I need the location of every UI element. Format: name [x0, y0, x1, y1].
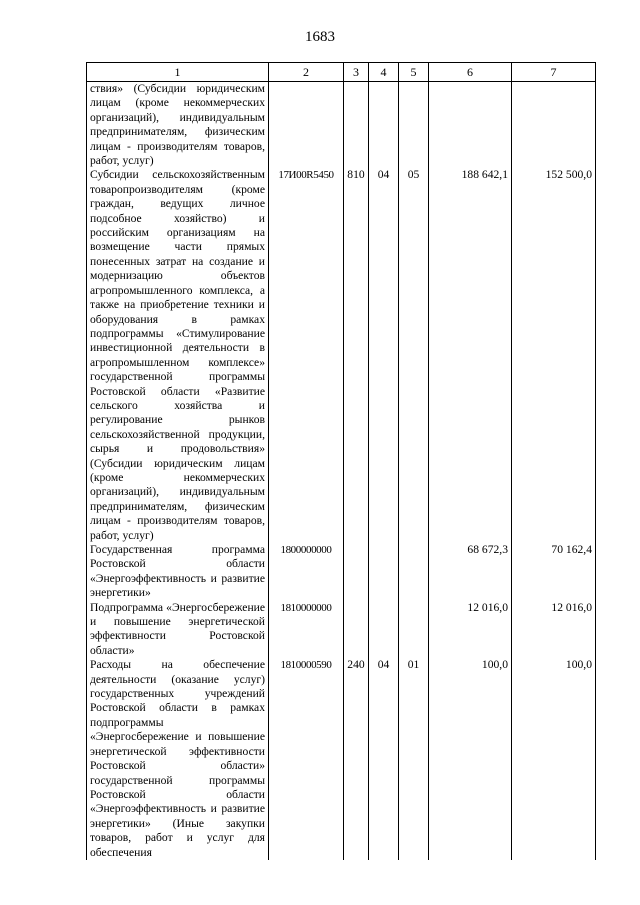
row-code [269, 82, 344, 169]
row-col-3 [344, 543, 369, 601]
row-description: Субсидии сельскохозяйственным товаропроизводителям (кроме граждан, ведущих личное подсобное хозяйство) и российским организациям на возмещение части прямых понесенных затрат на создание и модернизацию объектов агропромышленного комплекса, а также на приобретение техники и оборудования в рамках подпрограммы «Стимулирование инвестиционной деятельности в агропромышленном комплексе» государственной программы Ростовской области «Развитие сельского хозяйства и регулирование рынков сельскохозяйственной продукции, сырья и продовольствия» (Субсидии юридическим лицам (кроме некоммерческих организаций), индивидуальным предпринимателям, физическим лицам - производителям товаров, работ, услуг) [87, 168, 269, 543]
row-amount-2: 100,0 [512, 658, 596, 860]
row-code: 1810000000 [269, 601, 344, 659]
budget-table [86, 62, 596, 860]
row-col-3 [344, 601, 369, 659]
row-amount-2 [512, 82, 596, 169]
row-col-5 [399, 82, 429, 169]
row-amount-1 [429, 82, 512, 169]
row-amount-1: 68 672,3 [429, 543, 512, 601]
header-col-5: 5 [399, 63, 429, 82]
row-description: ствия» (Субсидии юридическим лицам (кроме некоммерческих организаций), индивидуальным предпринимателям, физическим лицам - производителям товаров, работ, услуг) [87, 82, 269, 169]
row-col-3: 240 [344, 658, 369, 860]
table-row [87, 168, 596, 543]
row-col-4 [369, 543, 399, 601]
header-col-1: 1 [87, 63, 269, 82]
header-col-3: 3 [344, 63, 369, 82]
header-col-4: 4 [369, 63, 399, 82]
table-row [87, 658, 596, 860]
row-amount-1: 12 016,0 [429, 601, 512, 659]
row-col-4 [369, 601, 399, 659]
row-col-4 [369, 82, 399, 169]
row-col-5 [399, 601, 429, 659]
header-col-7: 7 [512, 63, 596, 82]
row-code: 17И00R5450 [269, 168, 344, 543]
page-number: 1683 [305, 29, 335, 45]
row-col-5: 05 [399, 168, 429, 543]
row-col-3: 810 [344, 168, 369, 543]
table-row [87, 601, 596, 659]
row-amount-2: 70 162,4 [512, 543, 596, 601]
table-row [87, 82, 596, 169]
header-row [87, 63, 596, 82]
row-amount-1: 100,0 [429, 658, 512, 860]
row-col-4: 04 [369, 168, 399, 543]
row-code: 1810000590 [269, 658, 344, 860]
row-amount-2: 152 500,0 [512, 168, 596, 543]
table-row [87, 543, 596, 601]
row-col-4: 04 [369, 658, 399, 860]
row-description: Подпрограмма «Энергосбережение и повышение энергетической эффективности Ростовской области» [87, 601, 269, 659]
row-col-5 [399, 543, 429, 601]
row-description: Государственная программа Ростовской области «Энергоэффективность и развитие энергетики» [87, 543, 269, 601]
header-col-6: 6 [429, 63, 512, 82]
header-col-2: 2 [269, 63, 344, 82]
row-col-3 [344, 82, 369, 169]
row-code: 1800000000 [269, 543, 344, 601]
row-amount-1: 188 642,1 [429, 168, 512, 543]
row-col-5: 01 [399, 658, 429, 860]
row-description: Расходы на обеспечение деятельности (оказание услуг) государственных учреждений Ростовской области в рамках подпрограммы «Энергосбережение и повышение энергетической эффективности Ростовской области» государственной программы Ростовской области «Энергоэффективность и развитие энергетики» (Иные закупки товаров, работ и услуг для обеспечения [87, 658, 269, 860]
row-amount-2: 12 016,0 [512, 601, 596, 659]
